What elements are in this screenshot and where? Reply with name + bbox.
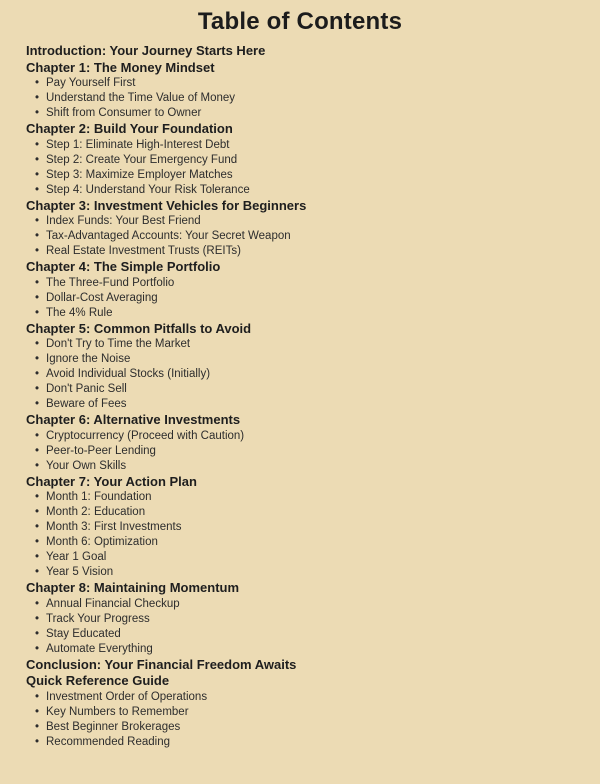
toc-item: • The 4% Rule [26, 306, 574, 321]
toc-section-items [26, 490, 574, 580]
toc-item: • Step 3: Maximize Employer Matches [26, 168, 574, 183]
toc-item: • Your Own Skills [26, 459, 574, 474]
toc-section-items [26, 138, 574, 198]
toc-item: • Stay Educated [26, 627, 574, 642]
toc-item: • Year 1 Goal [26, 550, 574, 565]
toc-item: • Automate Everything [26, 642, 574, 657]
toc-item: • Investment Order of Operations [26, 690, 574, 705]
toc-section-heading: Chapter 8: Maintaining Momentum [26, 580, 240, 595]
toc-item: • Key Numbers to Remember [26, 705, 574, 720]
toc-section-heading: Chapter 4: The Simple Portfolio [26, 259, 221, 274]
toc-item: • Year 5 Vision [26, 565, 574, 580]
toc-section-items [26, 597, 574, 657]
document-page [0, 8, 600, 784]
toc-section-items [26, 690, 574, 750]
toc-section-heading: Conclusion: Your Financial Freedom Awaits [26, 656, 297, 672]
toc-item: • Beware of Fees [26, 397, 574, 412]
toc-item: • Dollar-Cost Averaging [26, 291, 574, 306]
toc-item: • Tax-Advantaged Accounts: Your Secret Weapon [26, 229, 574, 244]
toc-item: • Understand the Time Value of Money [26, 91, 574, 106]
toc-item: • Avoid Individual Stocks (Initially) [26, 367, 574, 382]
toc-item: • Month 2: Education [26, 505, 574, 520]
toc-item: • Real Estate Investment Trusts (REITs) [26, 244, 574, 259]
toc-list [0, 43, 600, 750]
toc-item: • Annual Financial Checkup [26, 597, 574, 612]
toc-section-items [26, 214, 574, 259]
toc-section-heading: Chapter 5: Common Pitfalls to Avoid [26, 320, 252, 336]
toc-section-heading: Introduction: Your Journey Starts Here [26, 43, 266, 58]
toc-item: • Don't Panic Sell [26, 382, 574, 397]
toc-item: • Recommended Reading [26, 735, 574, 750]
toc-section-heading: Quick Reference Guide [26, 673, 170, 688]
toc-section-heading: Chapter 3: Investment Vehicles for Beginners [26, 197, 307, 213]
toc-section-heading: Chapter 1: The Money Mindset [26, 59, 215, 75]
toc-section-heading: Chapter 2: Build Your Foundation [26, 121, 233, 136]
toc-section-items [26, 276, 574, 321]
toc-section-items [26, 337, 574, 412]
toc-item: • The Three-Fund Portfolio [26, 276, 574, 291]
toc-item: • Don't Try to Time the Market [26, 337, 574, 352]
toc-item: • Month 3: First Investments [26, 520, 574, 535]
toc-item: • Step 2: Create Your Emergency Fund [26, 153, 574, 168]
page-title: Table of Contents [197, 8, 403, 35]
toc-section-items [26, 429, 574, 474]
toc-item: • Month 6: Optimization [26, 535, 574, 550]
toc-item: • Track Your Progress [26, 612, 574, 627]
toc-item: • Month 1: Foundation [26, 490, 574, 505]
toc-section-items [26, 76, 574, 121]
toc-item: • Step 1: Eliminate High-Interest Debt [26, 138, 574, 153]
toc-item: • Pay Yourself First [26, 76, 574, 91]
toc-section-heading: Chapter 7: Your Action Plan [26, 473, 197, 489]
toc-item: • Ignore the Noise [26, 352, 574, 367]
toc-item: • Shift from Consumer to Owner [26, 106, 574, 121]
toc-item: • Cryptocurrency (Proceed with Caution) [26, 429, 574, 444]
toc-section-heading: Chapter 6: Alternative Investments [26, 412, 241, 427]
toc-item: • Peer-to-Peer Lending [26, 444, 574, 459]
toc-item: • Index Funds: Your Best Friend [26, 214, 574, 229]
toc-item: • Step 4: Understand Your Risk Tolerance [26, 183, 574, 198]
toc-item: • Best Beginner Brokerages [26, 720, 574, 735]
